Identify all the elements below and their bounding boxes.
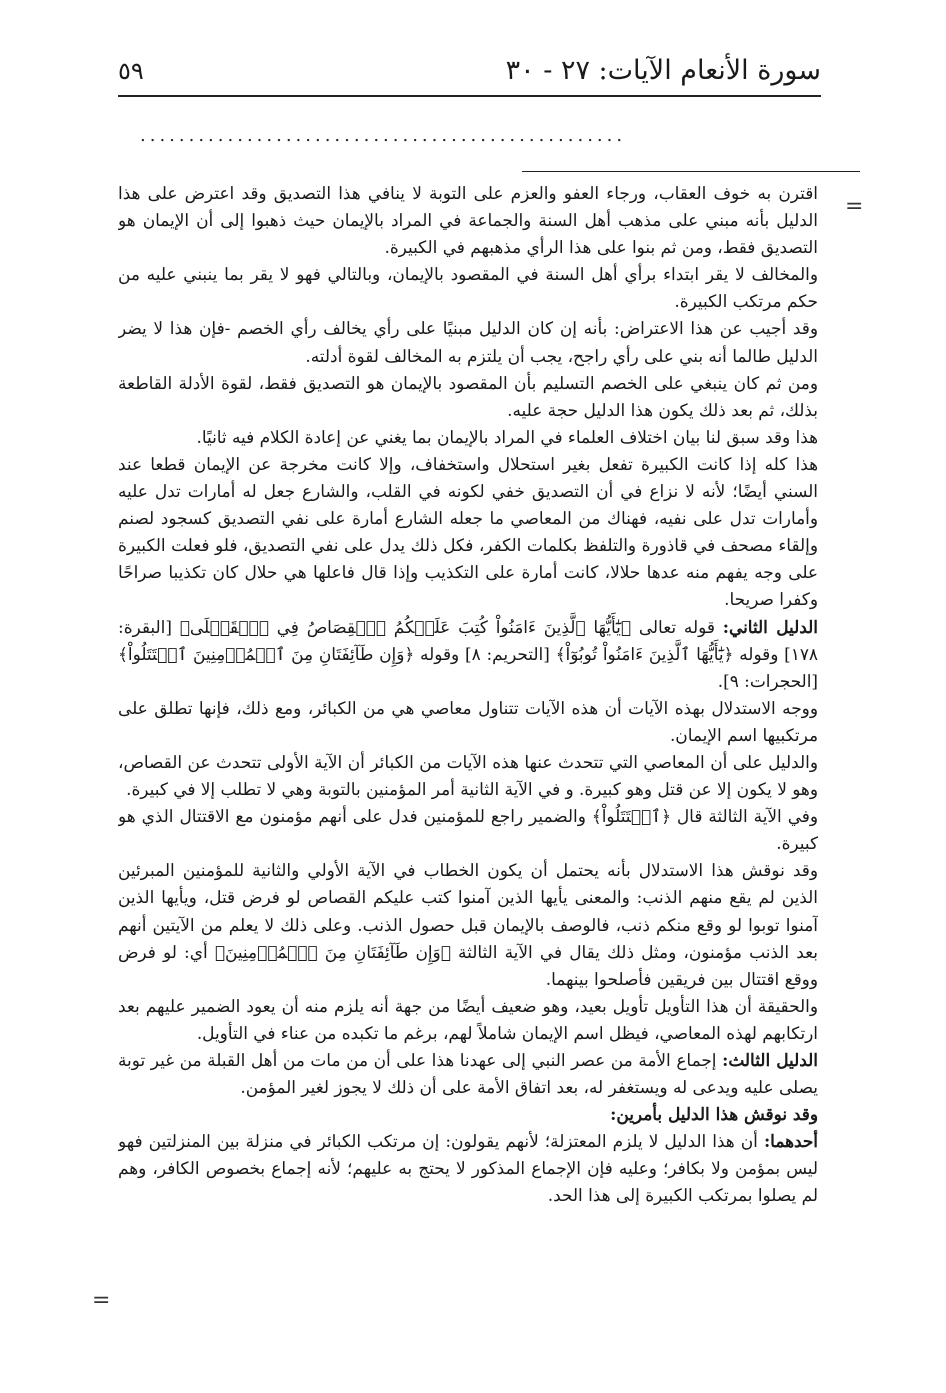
page-number: ٥٩	[118, 57, 144, 85]
paragraph-text: هذا وقد سبق لنا بيان اختلاف العلماء في المراد بالإيمان بما يغني عن إعادة الكلام فيه ثانيًا.	[196, 426, 818, 447]
paragraph	[118, 370, 818, 424]
paragraph-text: وقد أجيب عن هذا الاعتراض: بأنه إن كان الدليل مبنيًا على رأي يخالف رأي الخصم -فإن هذا لا يضر الدليل طالما أنه بني على رأي راجح، يجب أن يلتزم به المخالف لقوة أدلته.	[118, 318, 818, 366]
running-header	[118, 52, 821, 92]
paragraph	[118, 1047, 818, 1101]
paragraph	[118, 315, 818, 369]
paragraph-text: اقترن به خوف العقاب، ورجاء العفو والعزم على التوبة لا ينافي هذا التصديق وقد اعترض على هذا الدليل بأنه مبني على مذهب أهل السنة والجماعة في المراد بالإيمان حيث ذهبوا إلى أن الإيمان هو التصديق فقط، ومن ثم بنوا على هذا الرأي مذهبهم في الكبيرة.	[118, 183, 818, 258]
paragraph-text: والدليل على أن المعاصي التي تتحدث عنها هذه الآيات من الكبائر أن الآية الأولى تتحدث عن القصاص، وهو لا يكون إلا عن قتل وهو كبيرة. و في الآية الثانية أمر المؤمنين بالتوبة وهي لا تطلب إلا في كبيرة.	[118, 751, 818, 800]
paragraph	[118, 695, 818, 749]
continuation-mark-top: =	[845, 194, 864, 219]
paragraph	[118, 803, 818, 857]
paragraph-lead: وقد نوقش هذا الدليل بأمرين:	[610, 1104, 818, 1125]
paragraph	[118, 1101, 818, 1128]
paragraph-lead: الدليل الثالث:	[722, 1050, 818, 1070]
paragraph-text: وفي الآية الثالثة قال ﴿ٱقۡتَتَلُواْ﴾ والضمير راجع للمؤمنين فدل على أنهم مؤمنون مع الاقتتال الذي هو كبيرة.	[118, 806, 818, 854]
header-rule	[118, 95, 821, 97]
paragraph	[118, 1128, 818, 1209]
continuation-mark-bottom: =	[92, 1288, 111, 1313]
paragraph-lead: أحدهما:	[763, 1131, 818, 1152]
paragraph-text: والحقيقة أن هذا التأويل تأويل بعيد، وهو ضعيف أيضًا من جهة أنه يلزم منه أن يعود الضمير عليهم بعد ارتكابهم لهذه المعاصي، فيظل اسم الإيمان شاملاً لهم، برغم ما تكبده من عناء في التأويل.	[118, 995, 818, 1043]
paragraph	[118, 180, 818, 261]
paragraph-text: قوله تعالى ﴿يَٰٓأَيُّهَا ٱلَّذِينَ ءَامَنُواْ كُتِبَ عَلَيۡكُمُ ٱلۡقِصَاصُ فِي ٱلۡقَتۡلَى﴾ [البقرة: ١٧٨] وقوله ﴿يَٰٓأَيُّهَا ٱلَّذِينَ ءَامَنُواْ تُوبُوٓاْ﴾ [التحريم: ٨] وقوله ﴿وَإِن طَآئِفَتَانِ مِنَ ٱلۡمُؤۡمِنِينَ ٱقۡتَتَلُواْ﴾ [الحجرات: ٩].	[118, 616, 818, 691]
paragraph	[118, 749, 818, 803]
paragraph-text: ووجه الاستدلال بهذه الآيات أن هذه الآيات تتناول معاصي هي من الكبائر، ومع ذلك، فإنها تطلق على مرتكبيها اسم الإيمان.	[118, 697, 818, 745]
paragraph	[118, 424, 818, 451]
paragraph	[118, 261, 818, 315]
paragraph	[118, 857, 818, 992]
dotted-separator: ..................................................	[140, 126, 627, 146]
footnote-rule	[522, 171, 860, 172]
paragraph-text: ومن ثم كان ينبغي على الخصم التسليم بأن المقصود بالإيمان هو التصديق فقط، لقوة الأدلة القاطعة بذلك، ثم بعد ذلك يكون هذا الدليل حجة عليه.	[118, 372, 818, 420]
paragraph-text: أن هذا الدليل لا يلزم المعتزلة؛ لأنهم يقولون: إن مرتكب الكبائر في منزلة بين المنزلتين فهو ليس بمؤمن ولا بكافر؛ وعليه فإن الإجماع المذكور لا يحتج به عليهم؛ لأنه إجماع بخصوص الكافر، وهم لم يصلوا بمرتكب الكبيرة إلى هذا الحد.	[118, 1131, 818, 1206]
paragraph-text: هذا كله إذا كانت الكبيرة تفعل بغير استحلال واستخفاف، وإلا كانت مخرجة عن الإيمان قطعا عند السني أيضًا؛ لأنه لا نزاع في أن التصديق خفي لكونه في القلب، والشارع جعل له أمارات تدل عليه وأمارات تدل على نفيه، فهناك من المعاصي ما جعله الشارع أمارة على نفي التصديق كسجود لصنم وإلقاء مصحف في قاذورة والتلفظ بكلمات الكفر، فكل ذلك يدل على نفي التصديق، فلو فعلت الكبيرة على وجه يفهم منه عدها حلالا، كانت أمارة على التكذيب وإذا قال فاعلها هي حلال كان تكذيبا صراحًا وكفرا صريحا.	[118, 453, 818, 610]
paragraph	[118, 993, 818, 1047]
paragraph-text: وقد نوقش هذا الاستدلال بأنه يحتمل أن يكون الخطاب في الآية الأولي والثانية للمؤمنين المبرئين الذين لم يقع منهم الذنب: والمعنى يأيها الذين آمنوا كتب عليكم القصاص لو فرض قتل، ويأيها الذين آمنوا توبوا لو وقع منكم ذنب، فالوصف بالإيمان قبل حصول الذنب. وعلى ذلك لا يعلم من الآيتين أنهم بعد الذنب مؤمنون، ومثل ذلك يقال في الآية الثالثة ﴿وَإِن طَآئِفَتَانِ مِنَ ٱلۡمُؤۡمِنِينَ﴾ أي: لو فرض ووقع اقتتال بين فريقين فأصلحوا بينهما.	[118, 860, 818, 989]
surah-title: سورة الأنعام الآيات: ٢٧ - ٣٠	[505, 55, 821, 86]
paragraph-text: والمخالف لا يقر ابتداء برأي أهل السنة في المقصود بالإيمان، وبالتالي فهو لا يقر بما ينبني عليه من حكم مرتكب الكبيرة.	[118, 264, 818, 312]
footnote-body-text	[118, 180, 818, 1325]
paragraph-text: إجماع الأمة من عصر النبي إلى عهدنا هذا على أن من مات من أهل القبلة من غير توبة يصلى عليه ويدعى له ويستغفر له، بعد اتفاق الأمة على أن ذلك لا يجوز لغير المؤمن.	[118, 1050, 818, 1098]
paragraph	[118, 614, 818, 695]
paragraph	[118, 451, 818, 614]
paragraph-lead: الدليل الثاني:	[722, 616, 818, 637]
